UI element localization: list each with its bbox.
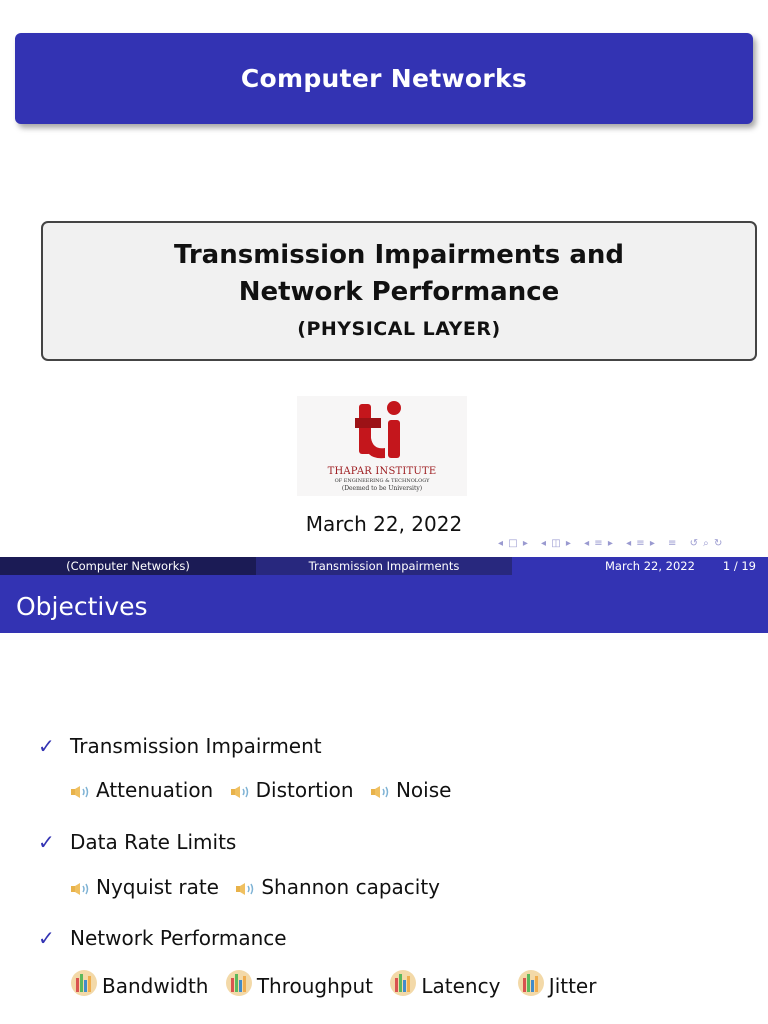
objective-item xyxy=(38,926,287,950)
objective-label: Data Rate Limits xyxy=(70,830,237,854)
objective-item xyxy=(38,830,236,854)
footer-title: Transmission Impairments xyxy=(256,557,512,575)
checkmark-icon: ✓ xyxy=(38,830,55,854)
nav-subsection-icon[interactable]: ◂ ◫ ▸ xyxy=(541,538,572,549)
objective-item xyxy=(38,734,322,758)
nav-frame-icon[interactable]: ◂ □ ▸ xyxy=(498,538,529,549)
slide-subtitle: (PHYSICAL LAYER) xyxy=(297,318,501,340)
bar-chart-icon xyxy=(70,969,98,1002)
subitem-label: Jitter xyxy=(548,974,597,998)
subitem-label: Nyquist rate xyxy=(96,875,219,899)
checkmark-icon: ✓ xyxy=(38,734,55,758)
objective-subitems xyxy=(70,875,450,901)
footer-author: (Computer Networks) xyxy=(0,557,256,575)
subitem-label: Latency xyxy=(421,974,501,998)
logo-line-1: THAPAR INSTITUTE xyxy=(327,466,437,477)
nav-search-icon[interactable]: ↺ ⌕ ↻ xyxy=(689,538,724,549)
subitem-label: Shannon capacity xyxy=(261,875,441,899)
slide-title: Transmission Impairments and Network Performance xyxy=(173,240,625,307)
subitem-label: Distortion xyxy=(255,778,354,802)
speaker-icon xyxy=(70,877,92,901)
subitem-label: Bandwidth xyxy=(102,974,209,998)
speaker-icon xyxy=(230,780,252,804)
speaker-icon xyxy=(235,877,257,901)
objective-label: Network Performance xyxy=(70,926,287,950)
beamer-navigation[interactable] xyxy=(498,538,763,552)
bar-chart-icon xyxy=(517,969,545,1002)
bar-chart-icon xyxy=(389,969,417,1002)
title-box xyxy=(41,221,757,361)
nav-toc-icon[interactable]: ≡ xyxy=(668,538,678,549)
objective-subitems xyxy=(70,969,606,1002)
speaker-icon xyxy=(370,780,392,804)
checkmark-icon: ✓ xyxy=(38,926,55,950)
header-title: Computer Networks xyxy=(240,64,528,93)
objective-subitems xyxy=(70,778,461,804)
ti-logo-icon xyxy=(355,398,409,462)
logo-line-3: (Deemed to be University) xyxy=(341,485,423,492)
speaker-icon xyxy=(70,780,92,804)
subitem-label: Attenuation xyxy=(96,778,214,802)
footer-info xyxy=(512,557,768,575)
frame-title: Objectives xyxy=(0,575,768,633)
footer-date: March 22, 2022 xyxy=(605,559,695,573)
footer-bar xyxy=(0,557,768,575)
bar-chart-icon xyxy=(225,969,253,1002)
footer-page-number: 1 / 19 xyxy=(722,559,756,573)
presentation-date: March 22, 2022 xyxy=(305,512,463,536)
header-bar xyxy=(15,33,753,124)
nav-section-icon[interactable]: ◂ ≡ ▸ xyxy=(584,538,614,549)
nav-doc-icon[interactable]: ◂ ≡ ▸ xyxy=(626,538,656,549)
logo-line-2: OF ENGINEERING & TECHNOLOGY xyxy=(334,478,430,484)
objective-label: Transmission Impairment xyxy=(70,734,322,758)
institute-logo xyxy=(297,396,467,496)
subitem-label: Throughput xyxy=(256,974,374,998)
subitem-label: Noise xyxy=(395,778,452,802)
